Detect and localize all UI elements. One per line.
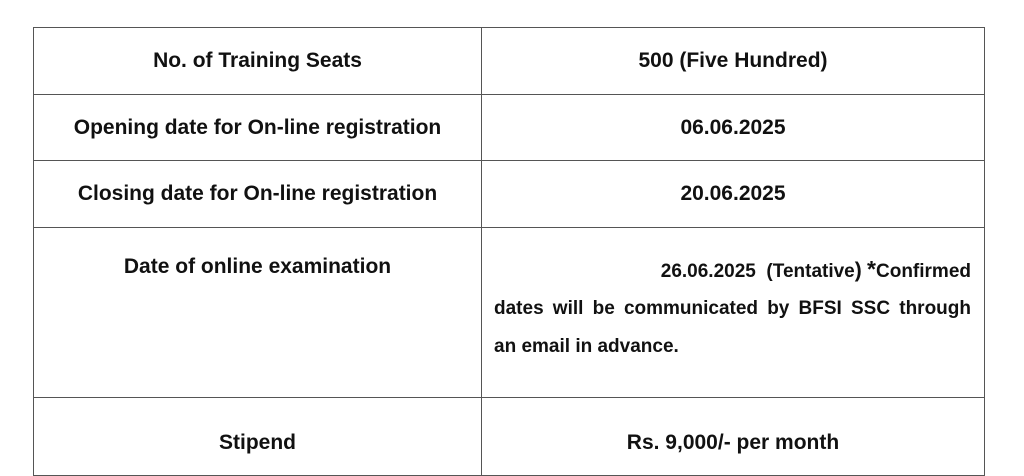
- tentative-note: (Tentative: [766, 261, 855, 282]
- table-row: [34, 28, 985, 95]
- table-row: [34, 228, 985, 398]
- closing-date-value: 20.06.2025: [482, 161, 985, 228]
- exam-date-first-line: [494, 255, 971, 286]
- table-row: [34, 95, 985, 161]
- training-details-table: [33, 27, 985, 476]
- asterisk: *: [867, 256, 876, 282]
- exam-date-label: Date of online examination: [34, 228, 482, 398]
- table-row: [34, 398, 985, 476]
- tentative-close: ): [854, 259, 862, 282]
- exam-date-value: [482, 228, 985, 398]
- table-row: [34, 161, 985, 228]
- confirmed-word: Confirmed: [876, 261, 971, 282]
- stipend-label: Stipend: [34, 398, 482, 476]
- exam-date-note: dates will be communicated by BFSI SSC through an email in advance.: [494, 298, 971, 357]
- closing-date-label: Closing date for On-line registration: [34, 161, 482, 228]
- seats-label: No. of Training Seats: [34, 28, 482, 95]
- opening-date-value: 06.06.2025: [482, 95, 985, 161]
- seats-value: 500 (Five Hundred): [482, 28, 985, 95]
- stipend-value: Rs. 9,000/- per month: [482, 398, 985, 476]
- opening-date-label: Opening date for On-line registration: [34, 95, 482, 161]
- exam-date: 26.06.2025: [660, 261, 756, 282]
